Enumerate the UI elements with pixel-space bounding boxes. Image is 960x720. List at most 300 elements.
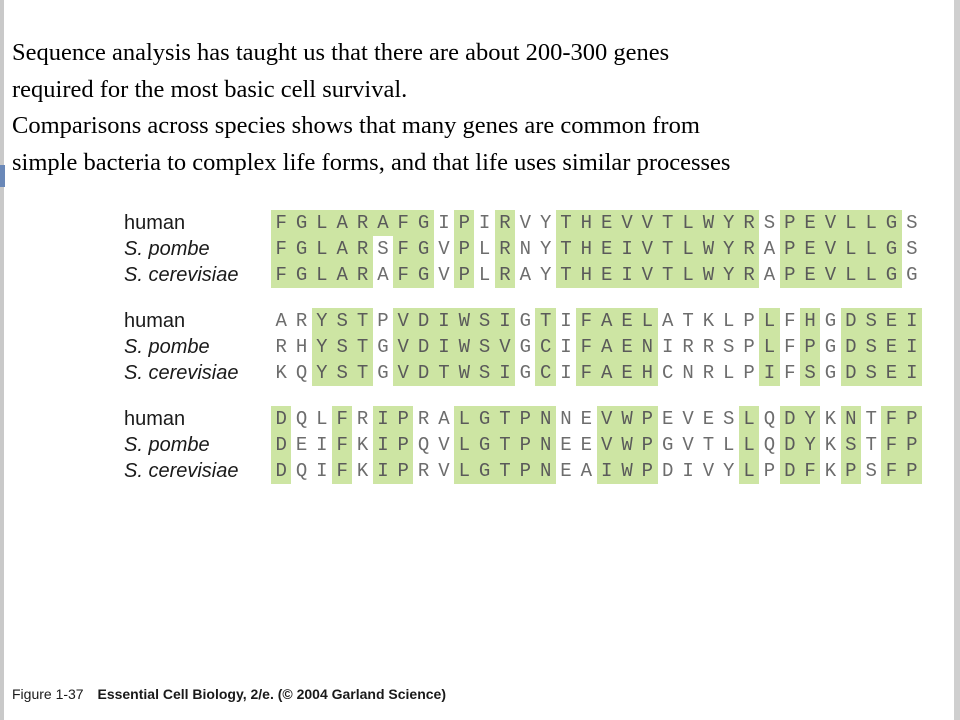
conserved-residue: Y	[719, 236, 739, 262]
conserved-residue: V	[597, 406, 617, 432]
conserved-residue: F	[881, 406, 901, 432]
conserved-residue: A	[597, 360, 617, 386]
residue: A	[377, 264, 389, 286]
residue: R	[682, 336, 694, 358]
conserved-residue: D	[413, 334, 433, 360]
conserved-residue: E	[597, 262, 617, 288]
residue: V	[438, 460, 450, 482]
conserved-residue: I	[902, 360, 922, 386]
residue: P	[763, 460, 776, 482]
alignment-row	[124, 210, 918, 236]
sequence-alignment-figure	[124, 210, 918, 490]
conserved-residue: T	[556, 210, 576, 236]
conserved-residue: V	[617, 210, 637, 236]
conserved-residue: A	[332, 210, 352, 236]
conserved-residue: F	[393, 236, 413, 262]
residue: V	[682, 434, 694, 456]
residue-sequence	[271, 458, 922, 484]
conserved-residue: D	[841, 334, 861, 360]
conserved-residue: S	[474, 360, 494, 386]
conserved-residue: G	[291, 210, 311, 236]
slide-text	[12, 35, 952, 181]
conserved-residue: D	[780, 458, 800, 484]
conserved-residue: L	[759, 334, 779, 360]
conserved-residue: L	[312, 210, 332, 236]
residue: R	[275, 336, 287, 358]
conserved-residue: L	[841, 210, 861, 236]
conserved-residue: A	[332, 262, 352, 288]
conserved-residue: G	[413, 210, 433, 236]
residue: T	[682, 310, 694, 332]
conserved-residue: T	[352, 360, 372, 386]
alignment-row	[124, 432, 918, 458]
conserved-residue: P	[393, 458, 413, 484]
conserved-residue: W	[698, 236, 718, 262]
conserved-residue: I	[902, 334, 922, 360]
left-border	[0, 0, 4, 720]
conserved-residue: Y	[312, 308, 332, 334]
conserved-residue: P	[393, 406, 413, 432]
conserved-residue: W	[454, 308, 474, 334]
residue: V	[519, 212, 531, 234]
conserved-residue: R	[495, 262, 515, 288]
conserved-residue: T	[658, 262, 678, 288]
residue: I	[662, 336, 674, 358]
conserved-residue: V	[393, 308, 413, 334]
conserved-residue: I	[434, 308, 454, 334]
conserved-residue: G	[474, 406, 494, 432]
conserved-residue: R	[495, 210, 515, 236]
residue: N	[519, 238, 531, 260]
conserved-residue: F	[576, 334, 596, 360]
residue: E	[702, 408, 715, 430]
residue: E	[295, 434, 308, 456]
residue: S	[906, 212, 918, 234]
residue: K	[356, 434, 369, 456]
conserved-residue: G	[291, 262, 311, 288]
slide-edge-marker	[0, 165, 5, 187]
conserved-residue: E	[881, 360, 901, 386]
residue: Y	[539, 212, 552, 234]
conserved-residue: L	[637, 308, 657, 334]
residue: I	[316, 460, 328, 482]
alignment-row	[124, 262, 918, 288]
residue: R	[417, 408, 430, 430]
residue: Q	[763, 408, 776, 430]
residue: H	[295, 336, 308, 358]
conserved-residue: R	[739, 210, 759, 236]
residue: Q	[763, 434, 776, 456]
residue: V	[682, 408, 694, 430]
conserved-residue: W	[617, 458, 637, 484]
conserved-residue: E	[800, 236, 820, 262]
conserved-residue: G	[881, 262, 901, 288]
conserved-residue: P	[637, 406, 657, 432]
conserved-residue: L	[739, 432, 759, 458]
residue: Q	[295, 460, 308, 482]
conserved-residue: P	[637, 432, 657, 458]
residue: S	[865, 460, 877, 482]
figure-source: Essential Cell Biology, 2/e. (© 2004 Garland Science)	[97, 686, 447, 702]
residue: Q	[417, 434, 430, 456]
conserved-residue: I	[495, 308, 515, 334]
alignment-row	[124, 236, 918, 262]
conserved-residue: V	[637, 236, 657, 262]
residue: F	[784, 336, 796, 358]
conserved-residue: P	[902, 458, 922, 484]
residue: E	[580, 408, 593, 430]
conserved-residue: L	[861, 262, 881, 288]
conserved-residue: V	[495, 334, 515, 360]
residue: T	[865, 434, 877, 456]
conserved-residue: H	[576, 210, 596, 236]
conserved-residue: F	[332, 432, 352, 458]
residue: D	[662, 460, 674, 482]
residue: L	[723, 434, 735, 456]
residue: G	[377, 336, 389, 358]
conserved-residue: T	[352, 334, 372, 360]
residue: G	[824, 362, 837, 384]
conserved-residue: D	[780, 406, 800, 432]
residue: G	[906, 264, 918, 286]
conserved-residue: R	[495, 236, 515, 262]
residue-sequence	[271, 406, 922, 432]
conserved-residue: T	[556, 262, 576, 288]
conserved-residue: R	[352, 210, 372, 236]
conserved-residue: V	[820, 236, 840, 262]
residue: I	[438, 212, 450, 234]
conserved-residue: F	[576, 360, 596, 386]
conserved-residue: T	[495, 406, 515, 432]
residue: G	[824, 310, 837, 332]
residue: K	[356, 460, 369, 482]
residue: R	[417, 460, 430, 482]
conserved-residue: H	[637, 360, 657, 386]
conserved-residue: L	[678, 262, 698, 288]
conserved-residue: G	[881, 210, 901, 236]
figure-caption	[12, 686, 446, 702]
conserved-residue: A	[597, 308, 617, 334]
residue-sequence	[271, 210, 922, 236]
residue: E	[580, 434, 593, 456]
conserved-residue: Y	[312, 334, 332, 360]
residue: K	[824, 408, 837, 430]
species-label: S. pombe	[124, 238, 210, 260]
residue: I	[478, 212, 491, 234]
residue: P	[743, 336, 755, 358]
conserved-residue: N	[637, 334, 657, 360]
conserved-residue: I	[373, 406, 393, 432]
conserved-residue: L	[678, 236, 698, 262]
species-label: S. pombe	[124, 434, 210, 456]
conserved-residue: Y	[719, 210, 739, 236]
conserved-residue: P	[515, 406, 535, 432]
conserved-residue: G	[413, 236, 433, 262]
conserved-residue: T	[434, 360, 454, 386]
residue: A	[662, 310, 674, 332]
residue: R	[295, 310, 308, 332]
conserved-residue: R	[352, 236, 372, 262]
residue: G	[824, 336, 837, 358]
conserved-residue: E	[617, 360, 637, 386]
conserved-residue: L	[312, 262, 332, 288]
residue: E	[662, 408, 674, 430]
residue: S	[377, 238, 389, 260]
conserved-residue: D	[841, 308, 861, 334]
conserved-residue: P	[902, 406, 922, 432]
conserved-residue: I	[617, 262, 637, 288]
alignment-block	[124, 210, 918, 288]
species-label: S. cerevisiae	[124, 264, 239, 286]
conserved-residue: V	[393, 334, 413, 360]
conserved-residue: D	[271, 432, 291, 458]
conserved-residue: I	[495, 360, 515, 386]
conserved-residue: L	[861, 210, 881, 236]
conserved-residue: T	[495, 432, 515, 458]
residue: R	[702, 362, 715, 384]
conserved-residue: S	[474, 334, 494, 360]
conserved-residue: G	[474, 432, 494, 458]
residue: F	[784, 310, 796, 332]
residue: K	[275, 362, 287, 384]
residue: V	[702, 460, 715, 482]
conserved-residue: V	[637, 210, 657, 236]
residue: S	[723, 336, 735, 358]
conserved-residue: A	[373, 210, 393, 236]
conserved-residue: L	[454, 406, 474, 432]
conserved-residue: P	[393, 432, 413, 458]
conserved-residue: G	[413, 262, 433, 288]
alignment-block	[124, 406, 918, 484]
text-line-2: required for the most basic cell survival.	[12, 75, 408, 103]
residue: P	[743, 362, 755, 384]
conserved-residue: P	[515, 432, 535, 458]
figure-number: Figure 1-37	[12, 686, 84, 702]
conserved-residue: N	[535, 458, 555, 484]
conserved-residue: V	[393, 360, 413, 386]
residue-sequence	[271, 236, 922, 262]
conserved-residue: P	[780, 236, 800, 262]
residue-sequence	[271, 432, 922, 458]
conserved-residue: L	[841, 236, 861, 262]
residue: I	[560, 310, 572, 332]
conserved-residue: V	[597, 432, 617, 458]
residue-sequence	[271, 262, 922, 288]
residue: E	[560, 460, 572, 482]
conserved-residue: W	[617, 432, 637, 458]
conserved-residue: A	[597, 334, 617, 360]
conserved-residue: S	[800, 360, 820, 386]
text-line-3: Comparisons across species shows that many genes are common from	[12, 112, 700, 139]
right-border	[954, 0, 960, 720]
conserved-residue: F	[271, 210, 291, 236]
residue: V	[438, 434, 450, 456]
conserved-residue: E	[800, 262, 820, 288]
residue-sequence	[271, 308, 922, 334]
conserved-residue: F	[332, 406, 352, 432]
residue: Q	[295, 408, 308, 430]
conserved-residue: E	[881, 334, 901, 360]
conserved-residue: D	[841, 360, 861, 386]
conserved-residue: N	[535, 406, 555, 432]
residue: V	[438, 264, 450, 286]
conserved-residue: S	[841, 432, 861, 458]
conserved-residue: P	[454, 236, 474, 262]
residue: K	[702, 310, 715, 332]
species-label: human	[124, 310, 186, 332]
conserved-residue: T	[495, 458, 515, 484]
conserved-residue: D	[271, 458, 291, 484]
conserved-residue: W	[698, 262, 718, 288]
residue: R	[702, 336, 715, 358]
residue: A	[580, 460, 593, 482]
conserved-residue: W	[454, 334, 474, 360]
residue: L	[723, 362, 735, 384]
conserved-residue: S	[861, 334, 881, 360]
conserved-residue: N	[535, 432, 555, 458]
species-label: S. pombe	[124, 336, 210, 358]
conserved-residue: F	[393, 210, 413, 236]
conserved-residue: L	[861, 236, 881, 262]
conserved-residue: S	[332, 334, 352, 360]
conserved-residue: Y	[800, 406, 820, 432]
conserved-residue: D	[413, 360, 433, 386]
alignment-row	[124, 458, 918, 484]
residue: K	[824, 460, 837, 482]
conserved-residue: A	[332, 236, 352, 262]
residue: N	[682, 362, 694, 384]
conserved-residue: E	[597, 236, 617, 262]
conserved-residue: E	[800, 210, 820, 236]
residue: E	[560, 434, 572, 456]
conserved-residue: F	[393, 262, 413, 288]
residue: R	[356, 408, 369, 430]
conserved-residue: H	[800, 308, 820, 334]
conserved-residue: S	[332, 308, 352, 334]
residue: L	[478, 264, 491, 286]
conserved-residue: F	[271, 262, 291, 288]
alignment-row	[124, 360, 918, 386]
residue: G	[519, 310, 531, 332]
conserved-residue: E	[617, 308, 637, 334]
residue: V	[438, 238, 450, 260]
conserved-residue: T	[535, 308, 555, 334]
conserved-residue: L	[312, 236, 332, 262]
conserved-residue: P	[841, 458, 861, 484]
conserved-residue: I	[434, 334, 454, 360]
conserved-residue: P	[454, 262, 474, 288]
residue: L	[316, 408, 328, 430]
conserved-residue: P	[800, 334, 820, 360]
conserved-residue: S	[861, 360, 881, 386]
conserved-residue: Y	[719, 262, 739, 288]
residue: Y	[539, 264, 552, 286]
residue: C	[662, 362, 674, 384]
residue: N	[560, 408, 572, 430]
conserved-residue: N	[841, 406, 861, 432]
conserved-residue: W	[454, 360, 474, 386]
residue: A	[438, 408, 450, 430]
residue: I	[560, 362, 572, 384]
conserved-residue: L	[454, 432, 474, 458]
conserved-residue: W	[617, 406, 637, 432]
conserved-residue: R	[739, 236, 759, 262]
residue: A	[763, 264, 776, 286]
residue: T	[865, 408, 877, 430]
species-label: S. cerevisiae	[124, 460, 239, 482]
conserved-residue: R	[352, 262, 372, 288]
species-label: human	[124, 408, 186, 430]
conserved-residue: F	[332, 458, 352, 484]
residue-sequence	[271, 334, 922, 360]
conserved-residue: Y	[312, 360, 332, 386]
conserved-residue: L	[759, 308, 779, 334]
residue: Q	[295, 362, 308, 384]
conserved-residue: H	[576, 262, 596, 288]
conserved-residue: P	[454, 210, 474, 236]
residue: G	[519, 362, 531, 384]
conserved-residue: T	[556, 236, 576, 262]
conserved-residue: G	[291, 236, 311, 262]
residue: Y	[539, 238, 552, 260]
residue: L	[478, 238, 491, 260]
conserved-residue: V	[820, 262, 840, 288]
conserved-residue: I	[617, 236, 637, 262]
residue: A	[763, 238, 776, 260]
conserved-residue: D	[413, 308, 433, 334]
conserved-residue: Y	[800, 432, 820, 458]
conserved-residue: P	[780, 262, 800, 288]
conserved-residue: T	[658, 236, 678, 262]
conserved-residue: S	[332, 360, 352, 386]
conserved-residue: L	[678, 210, 698, 236]
conserved-residue: W	[698, 210, 718, 236]
conserved-residue: I	[373, 432, 393, 458]
conserved-residue: C	[535, 360, 555, 386]
conserved-residue: F	[576, 308, 596, 334]
residue: I	[560, 336, 572, 358]
conserved-residue: P	[637, 458, 657, 484]
residue: P	[377, 310, 389, 332]
conserved-residue: V	[820, 210, 840, 236]
conserved-residue: L	[454, 458, 474, 484]
conserved-residue: D	[780, 432, 800, 458]
conserved-residue: V	[637, 262, 657, 288]
conserved-residue: S	[474, 308, 494, 334]
conserved-residue: L	[841, 262, 861, 288]
conserved-residue: F	[881, 432, 901, 458]
text-line-1: Sequence analysis has taught us that there are about 200-300 genes	[12, 39, 670, 66]
residue: F	[784, 362, 796, 384]
residue: A	[275, 310, 287, 332]
conserved-residue: R	[739, 262, 759, 288]
species-label: human	[124, 212, 186, 234]
residue: I	[682, 460, 694, 482]
residue: S	[723, 408, 735, 430]
conserved-residue: I	[902, 308, 922, 334]
conserved-residue: G	[881, 236, 901, 262]
text-line-4: simple bacteria to complex life forms, and that life uses similar processes	[12, 148, 731, 176]
residue: K	[824, 434, 837, 456]
residue: S	[763, 212, 776, 234]
residue: G	[519, 336, 531, 358]
conserved-residue: E	[881, 308, 901, 334]
alignment-row	[124, 406, 918, 432]
species-label: S. cerevisiae	[124, 362, 239, 384]
alignment-row	[124, 308, 918, 334]
conserved-residue: F	[881, 458, 901, 484]
residue-sequence	[271, 360, 922, 386]
